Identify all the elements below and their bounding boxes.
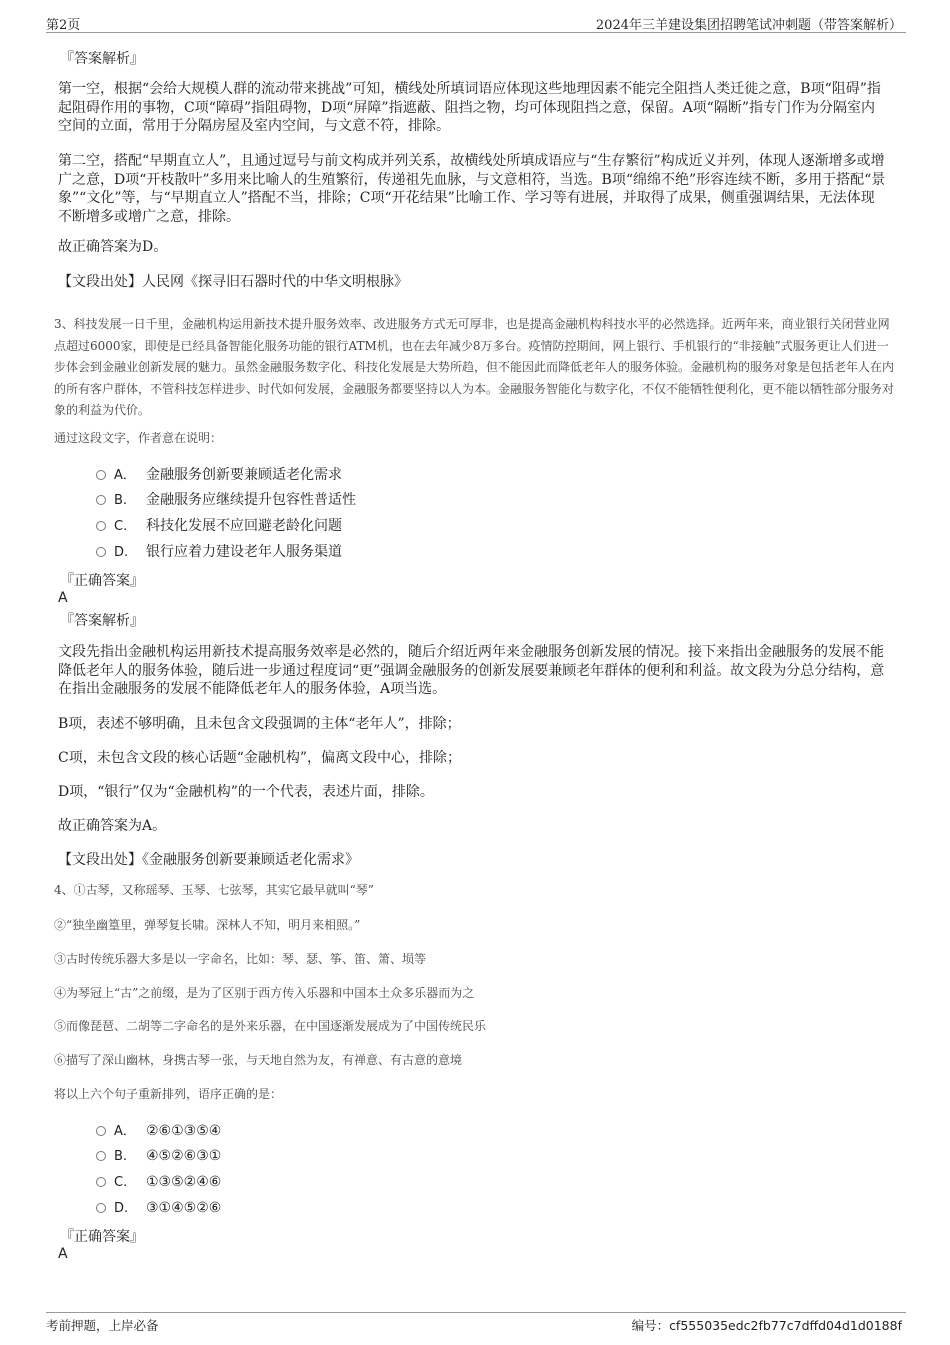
- q4-option-d[interactable]: [96, 1199, 221, 1218]
- option-letter: B.: [114, 493, 128, 508]
- option-letter: B.: [114, 1149, 128, 1164]
- q4-sentence-4: ④为琴冠上“古”之前缀，是为了区别于西方传入乐器和中国本土众多乐器而为之: [54, 986, 475, 1000]
- q3-correct-label: 『正确答案』: [60, 573, 144, 589]
- q4-sentence-5: ⑤而像琵琶、二胡等二字命名的是外来乐器，在中国逐渐发展成为了中国传统民乐: [54, 1019, 487, 1033]
- option-text: ②⑥①③⑤④: [146, 1123, 222, 1139]
- option-letter: C.: [114, 519, 128, 534]
- radio-icon[interactable]: [96, 521, 106, 531]
- q3-option-c[interactable]: [96, 517, 342, 536]
- footer-slogan: 考前押题，上岸必备: [46, 1318, 159, 1333]
- q4-option-b[interactable]: [96, 1147, 221, 1166]
- footer-serial: 编号：cf555035edc2fb77c7dffd04d1d0188f: [631, 1318, 902, 1333]
- q2-analysis-paragraph-1: 第一空，根据“会给大规模人群的流动带来挑战”可知，横线处所填词语应体现这些地理因素不能完全阻挡人类迁徙之意，B项“阻碍”指起阻碍作用的事物，C项“障碍”指阻碍物，D项“屏障”指遮蔽、阻挡之物，均可体现阻挡之意，保留。A项“隔断”指专门作为分隔室内空间的立面，常用于分隔房屋及室内空间，与文意不符，排除。: [58, 81, 881, 134]
- q3-analysis-b: B项，表述不够明确，且未包含文段强调的主体“老年人”，排除；: [58, 716, 461, 732]
- q3-option-d[interactable]: [96, 543, 342, 562]
- option-text: 银行应着力建设老年人服务渠道: [146, 544, 342, 560]
- q3-answer: A: [58, 590, 68, 606]
- radio-icon[interactable]: [96, 1126, 106, 1136]
- q4-option-c[interactable]: [96, 1173, 221, 1192]
- q4-answer: A: [58, 1246, 68, 1262]
- q4-prompt: 将以上六个句子重新排列，语序正确的是：: [54, 1087, 283, 1101]
- q3-analysis-c: C项，未包含文段的核心话题“金融机构”，偏离文段中心，排除；: [58, 750, 462, 766]
- document-title: 2024年三羊建设集团招聘笔试冲刺题（带答案解析）: [595, 18, 902, 33]
- q2-conclusion: 故正确答案为D。: [58, 239, 168, 255]
- q4-correct-label: 『正确答案』: [60, 1229, 144, 1245]
- page-number: 第2页: [46, 18, 81, 33]
- q4-sentence-3: ③古时传统乐器大多是以一字命名，比如：琴、瑟、筝、笛、箫、埙等: [54, 952, 427, 966]
- q3-analysis-label: 『答案解析』: [60, 613, 144, 629]
- page-header: [46, 14, 906, 33]
- q3-conclusion: 故正确答案为A。: [58, 818, 167, 834]
- q2-source: 【文段出处】人民网《探寻旧石器时代的中华文明根脉》: [58, 274, 408, 290]
- option-text: ③①④⑤②⑥: [146, 1200, 222, 1216]
- option-letter: D.: [114, 545, 129, 560]
- radio-icon[interactable]: [96, 1151, 106, 1161]
- q3-option-b[interactable]: [96, 491, 356, 510]
- option-text: ④⑤②⑥③①: [146, 1148, 222, 1164]
- option-text: ①③⑤②④⑥: [146, 1174, 222, 1190]
- radio-icon[interactable]: [96, 470, 106, 480]
- radio-icon[interactable]: [96, 1177, 106, 1187]
- q3-analysis-paragraph-1: 文段先指出金融机构运用新技术提高服务效率是必然的，随后介绍近两年来金融服务创新发展的情况。接下来指出金融服务的发展不能降低老年人的服务体验，随后进一步通过程度词“更”强调金融服务的创新发展要兼顾老年群体的便利和利益。故文段为分总分结构，意在指出金融服务的发展不能降低老年人的服务体验，A项当选。: [58, 644, 885, 697]
- q4-sentence-6: ⑥描写了深山幽林，身携古琴一张，与天地自然为友，有禅意、有古意的意境: [54, 1053, 463, 1067]
- q3-passage: 3、科技发展一日千里，金融机构运用新技术提升服务效率、改进服务方式无可厚非，也是提高金融机构科技水平的必然选择。近两年来，商业银行关闭营业网点超过6000家，即使是已经具备智能化服务功能的银行ATM机，也在去年减少8万多台。疫情防控期间，网上银行、手机银行的“非接触”式服务更让人们进一步体会到金融业创新发展的魅力。虽然金融服务数字化、科技化发展是大势所趋，但不能因此而降低老年人的服务体验。金融机构的服务对象是包括老年人在内的所有客户群体，不管科技怎样进步、时代如何发展，金融服务都要坚持以人为本。金融服务智能化与数字化，不仅不能牺牲便利化，更不能以牺牲部分服务对象的利益为代价。: [54, 317, 895, 417]
- option-text: 科技化发展不应回避老龄化问题: [146, 518, 342, 534]
- q2-analysis-label: 『答案解析』: [60, 51, 144, 67]
- page-footer: [46, 1312, 906, 1332]
- q3-analysis-d: D项，“银行”仅为“金融机构”的一个代表，表述片面，排除。: [58, 784, 434, 800]
- option-text: 金融服务应继续提升包容性普适性: [146, 492, 356, 508]
- option-letter: D.: [114, 1201, 129, 1216]
- option-text: 金融服务创新要兼顾适老化需求: [146, 467, 342, 483]
- q4-option-a[interactable]: [96, 1122, 221, 1141]
- radio-icon[interactable]: [96, 547, 106, 557]
- option-letter: A．: [114, 1124, 136, 1139]
- radio-icon[interactable]: [96, 495, 106, 505]
- q3-source: 【文段出处】《金融服务创新要兼顾适老化需求》: [58, 852, 359, 868]
- q4-sentence-1: 4、①古琴，又称瑶琴、玉琴、七弦琴，其实它最早就叫“琴”: [54, 883, 374, 897]
- q4-sentence-2: ②“独坐幽篁里，弹琴复长啸。深林人不知，明月来相照。”: [54, 918, 361, 932]
- option-letter: A．: [114, 468, 136, 483]
- option-letter: C.: [114, 1175, 128, 1190]
- q2-analysis-paragraph-2: 第二空，搭配“早期直立人”，且通过逗号与前文构成并列关系，故横线处所填成语应与“生存繁衍”构成近义并列，体现人逐渐增多或增广之意，D项“开枝散叶”多用来比喻人的生殖繁衍，传递祖先血脉，与文意相符，当选。B项“绵绵不绝”形容连续不断，多用于搭配“景象”“文化”等，与“早期直立人”搭配不当，排除；C项“开花结果”比喻工作、学习等有进展，并取得了成果，侧重强调结果，无法体现不断增多或增广之意，排除。: [58, 153, 886, 225]
- q3-prompt: 通过这段文字，作者意在说明：: [54, 431, 223, 445]
- q3-option-a[interactable]: [96, 466, 342, 485]
- radio-icon[interactable]: [96, 1203, 106, 1213]
